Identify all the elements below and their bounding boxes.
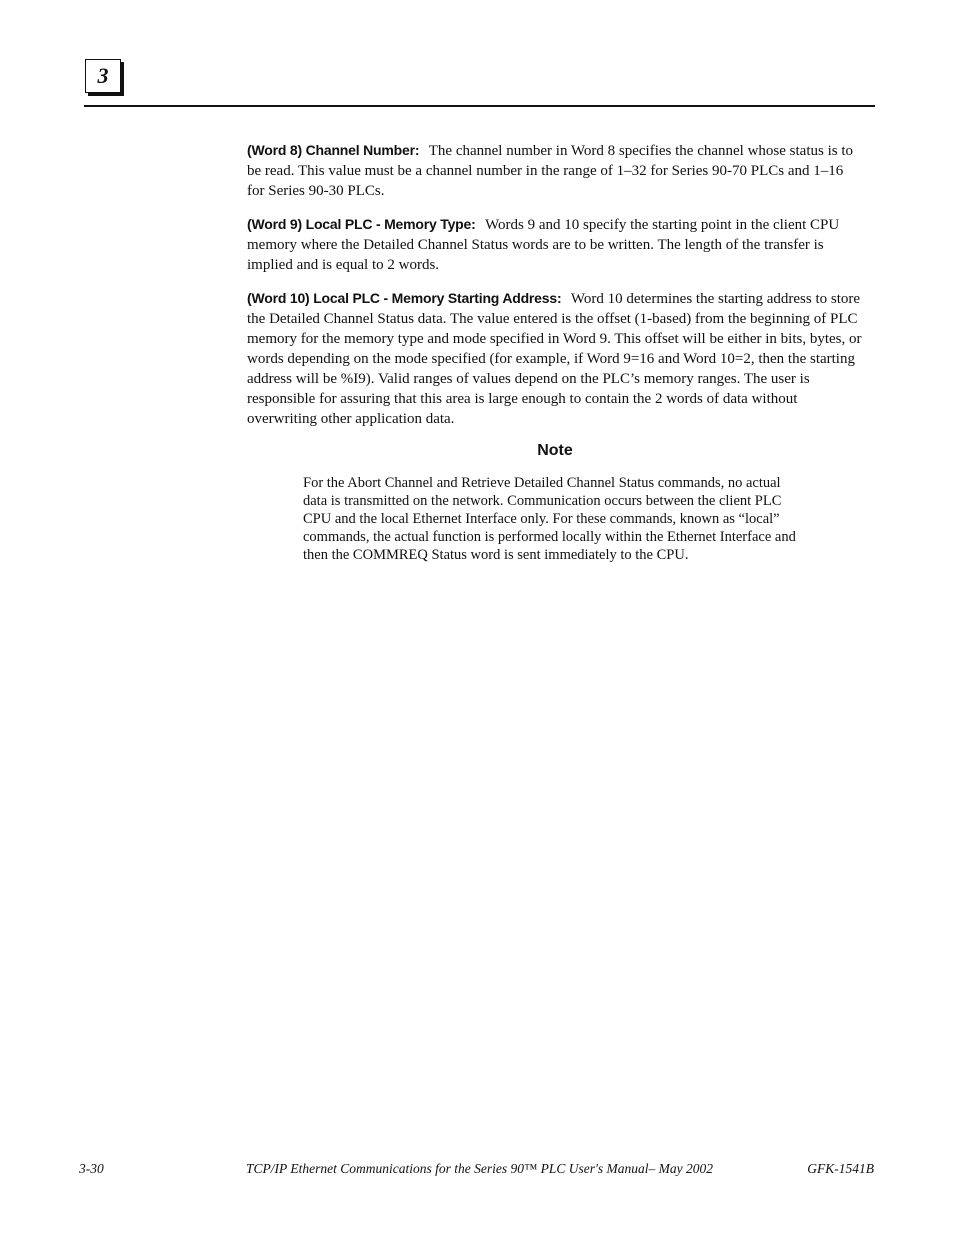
note-title: Note	[537, 442, 573, 459]
paragraph-lead: (Word 9) Local PLC - Memory Type:	[247, 216, 476, 232]
paragraph-word-10	[247, 288, 863, 429]
page-content	[247, 140, 863, 579]
paragraph-lead: (Word 10) Local PLC - Memory Starting Address:	[247, 290, 562, 306]
paragraph-lead: (Word 8) Channel Number:	[247, 142, 420, 158]
paragraph-text: Word 10 determines the starting address to store the Detailed Channel Status data. The value entered is the offset (1-based) from the beginning of PLC memory for the memory type and mode specified in Word 9. This offset will be either in bits, bytes, or words depending on the mode specified (for example, if Word 9=16 and Word 10=2, then the starting address will be %I9). Valid ranges of values depend on the PLC’s memory ranges. The user is responsible for assuring that this area is large enough to contain the 2 words of data without overwriting other application data.	[247, 291, 862, 427]
document-code: GFK-1541B	[807, 1161, 874, 1176]
paragraph-word-8	[247, 140, 863, 201]
note-body: For the Abort Channel and Retrieve Detailed Channel Status commands, no actual data is transmitted on the network. Communication occurs between the client PLC CPU and the local Ethernet Interface only. For these commands, known as “local” commands, the actual function is performed locally within the Ethernet Interface and then the COMMREQ Status word is sent immediately to the CPU.	[303, 475, 796, 563]
header-rule	[84, 105, 875, 107]
paragraph-word-9	[247, 214, 863, 275]
page-number: 3-30	[79, 1161, 104, 1176]
manual-title: TCP/IP Ethernet Communications for the Series 90™ PLC User's Manual– May 2002	[246, 1161, 713, 1176]
chapter-number-box: 3	[85, 59, 121, 93]
paragraph-text: The channel number in Word 8 specifies the channel whose status is to be read. This value must be a channel number in the range of 1–32 for Series 90-70 PLCs and 1–16 for Series 90-30 PLCs.	[247, 143, 854, 199]
paragraph-text: Words 9 and 10 specify the starting point in the client CPU memory where the Detailed Channel Status words are to be written. The length of the transfer is implied and is equal to 2 words.	[247, 217, 840, 273]
